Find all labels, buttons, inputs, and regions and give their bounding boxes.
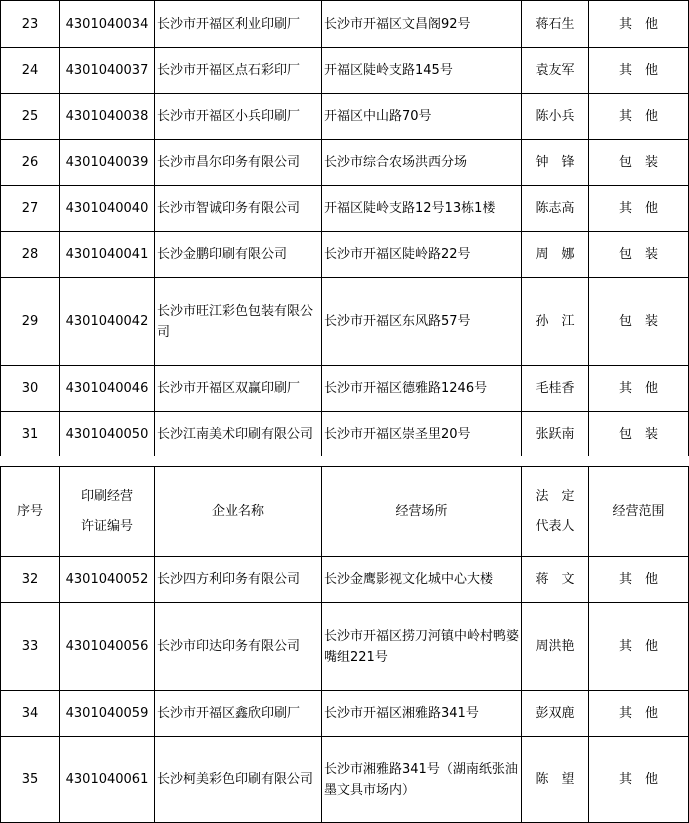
row-license: 4301040034 <box>60 1 155 48</box>
row-scope: 其 他 <box>589 557 689 603</box>
row-address: 长沙市开福区东风路57号 <box>322 278 522 366</box>
row-license: 4301040059 <box>60 691 155 737</box>
row-company: 长沙柯美彩色印刷有限公司 <box>155 737 322 823</box>
table-row <box>1 737 689 823</box>
header-scope: 经营范围 <box>589 467 689 557</box>
row-company: 长沙四方利印务有限公司 <box>155 557 322 603</box>
header-license-line1: 印刷经营 <box>80 488 133 504</box>
table-row <box>1 140 689 186</box>
row-company: 长沙市旺江彩色包装有限公司 <box>155 278 322 366</box>
row-rep: 蒋 文 <box>522 557 589 603</box>
row-scope: 其 他 <box>589 94 689 140</box>
header-license-line2: 许证编号 <box>80 518 133 534</box>
row-scope: 其 他 <box>589 366 689 412</box>
row-license: 4301040052 <box>60 557 155 603</box>
row-license: 4301040056 <box>60 603 155 691</box>
row-scope: 其 他 <box>589 48 689 94</box>
header-rep-line2: 代表人 <box>535 518 575 534</box>
row-company: 长沙市昌尔印务有限公司 <box>155 140 322 186</box>
table-row <box>1 603 689 691</box>
table-row <box>1 232 689 278</box>
row-seq: 24 <box>1 48 60 94</box>
row-address: 长沙市开福区德雅路1246号 <box>322 366 522 412</box>
row-company: 长沙市智诚印务有限公司 <box>155 186 322 232</box>
row-license: 4301040061 <box>60 737 155 823</box>
row-license: 4301040039 <box>60 140 155 186</box>
row-scope: 其 他 <box>589 737 689 823</box>
row-seq: 27 <box>1 186 60 232</box>
row-seq: 35 <box>1 737 60 823</box>
header-row <box>1 467 689 557</box>
row-company: 长沙市开福区点石彩印厂 <box>155 48 322 94</box>
table-row <box>1 94 689 140</box>
row-address: 长沙市开福区文昌阁92号 <box>322 1 522 48</box>
row-rep: 钟 锋 <box>522 140 589 186</box>
row-license: 4301040042 <box>60 278 155 366</box>
license-table-bottom <box>0 466 689 823</box>
row-rep: 毛桂香 <box>522 366 589 412</box>
row-seq: 23 <box>1 1 60 48</box>
row-scope: 其 他 <box>589 1 689 48</box>
row-company: 长沙金鹏印刷有限公司 <box>155 232 322 278</box>
row-rep: 彭双鹿 <box>522 691 589 737</box>
header-rep-line1: 法 定 <box>535 488 575 504</box>
row-license: 4301040041 <box>60 232 155 278</box>
row-company: 长沙市开福区利业印刷厂 <box>155 1 322 48</box>
row-scope: 其 他 <box>589 691 689 737</box>
row-license: 4301040040 <box>60 186 155 232</box>
header-rep <box>522 467 589 557</box>
table-row <box>1 278 689 366</box>
row-license: 4301040050 <box>60 412 155 457</box>
row-seq: 25 <box>1 94 60 140</box>
table-row <box>1 1 689 48</box>
row-address: 长沙市开福区陡岭路22号 <box>322 232 522 278</box>
row-seq: 32 <box>1 557 60 603</box>
table-row <box>1 366 689 412</box>
row-address: 长沙市综合农场洪西分场 <box>322 140 522 186</box>
row-address: 开福区中山路70号 <box>322 94 522 140</box>
row-address: 长沙金鹰影视文化城中心大楼 <box>322 557 522 603</box>
header-seq: 序号 <box>1 467 60 557</box>
table-row <box>1 691 689 737</box>
row-seq: 28 <box>1 232 60 278</box>
table-row <box>1 48 689 94</box>
row-seq: 26 <box>1 140 60 186</box>
row-company: 长沙江南美术印刷有限公司 <box>155 412 322 457</box>
row-company: 长沙市开福区小兵印刷厂 <box>155 94 322 140</box>
row-address: 开福区陡岭支路12号13栋1楼 <box>322 186 522 232</box>
table-gap <box>0 456 689 466</box>
row-rep: 周洪艳 <box>522 603 589 691</box>
row-scope: 包 装 <box>589 412 689 457</box>
row-rep: 陈 望 <box>522 737 589 823</box>
row-seq: 34 <box>1 691 60 737</box>
row-rep: 袁友军 <box>522 48 589 94</box>
row-company: 长沙市开福区双赢印刷厂 <box>155 366 322 412</box>
header-company: 企业名称 <box>155 467 322 557</box>
row-scope: 包 装 <box>589 232 689 278</box>
table-row <box>1 412 689 457</box>
row-scope: 包 装 <box>589 140 689 186</box>
header-license <box>60 467 155 557</box>
row-seq: 31 <box>1 412 60 457</box>
table-row <box>1 557 689 603</box>
row-seq: 30 <box>1 366 60 412</box>
row-rep: 蒋石生 <box>522 1 589 48</box>
row-license: 4301040038 <box>60 94 155 140</box>
row-rep: 周 娜 <box>522 232 589 278</box>
row-license: 4301040046 <box>60 366 155 412</box>
row-rep: 孙 江 <box>522 278 589 366</box>
row-scope: 其 他 <box>589 186 689 232</box>
row-address: 长沙市湘雅路341号（湖南纸张油墨文具市场内） <box>322 737 522 823</box>
row-address: 长沙市开福区捞刀河镇中岭村鸭婆嘴组221号 <box>322 603 522 691</box>
row-license: 4301040037 <box>60 48 155 94</box>
row-scope: 其 他 <box>589 603 689 691</box>
row-company: 长沙市印达印务有限公司 <box>155 603 322 691</box>
row-address: 长沙市开福区湘雅路341号 <box>322 691 522 737</box>
row-scope: 包 装 <box>589 278 689 366</box>
row-rep: 张跃南 <box>522 412 589 457</box>
row-rep: 陈小兵 <box>522 94 589 140</box>
row-seq: 29 <box>1 278 60 366</box>
row-address: 长沙市开福区崇圣里20号 <box>322 412 522 457</box>
row-company: 长沙市开福区鑫欣印刷厂 <box>155 691 322 737</box>
row-rep: 陈志高 <box>522 186 589 232</box>
row-seq: 33 <box>1 603 60 691</box>
header-address: 经营场所 <box>322 467 522 557</box>
table-row <box>1 186 689 232</box>
row-address: 开福区陡岭支路145号 <box>322 48 522 94</box>
